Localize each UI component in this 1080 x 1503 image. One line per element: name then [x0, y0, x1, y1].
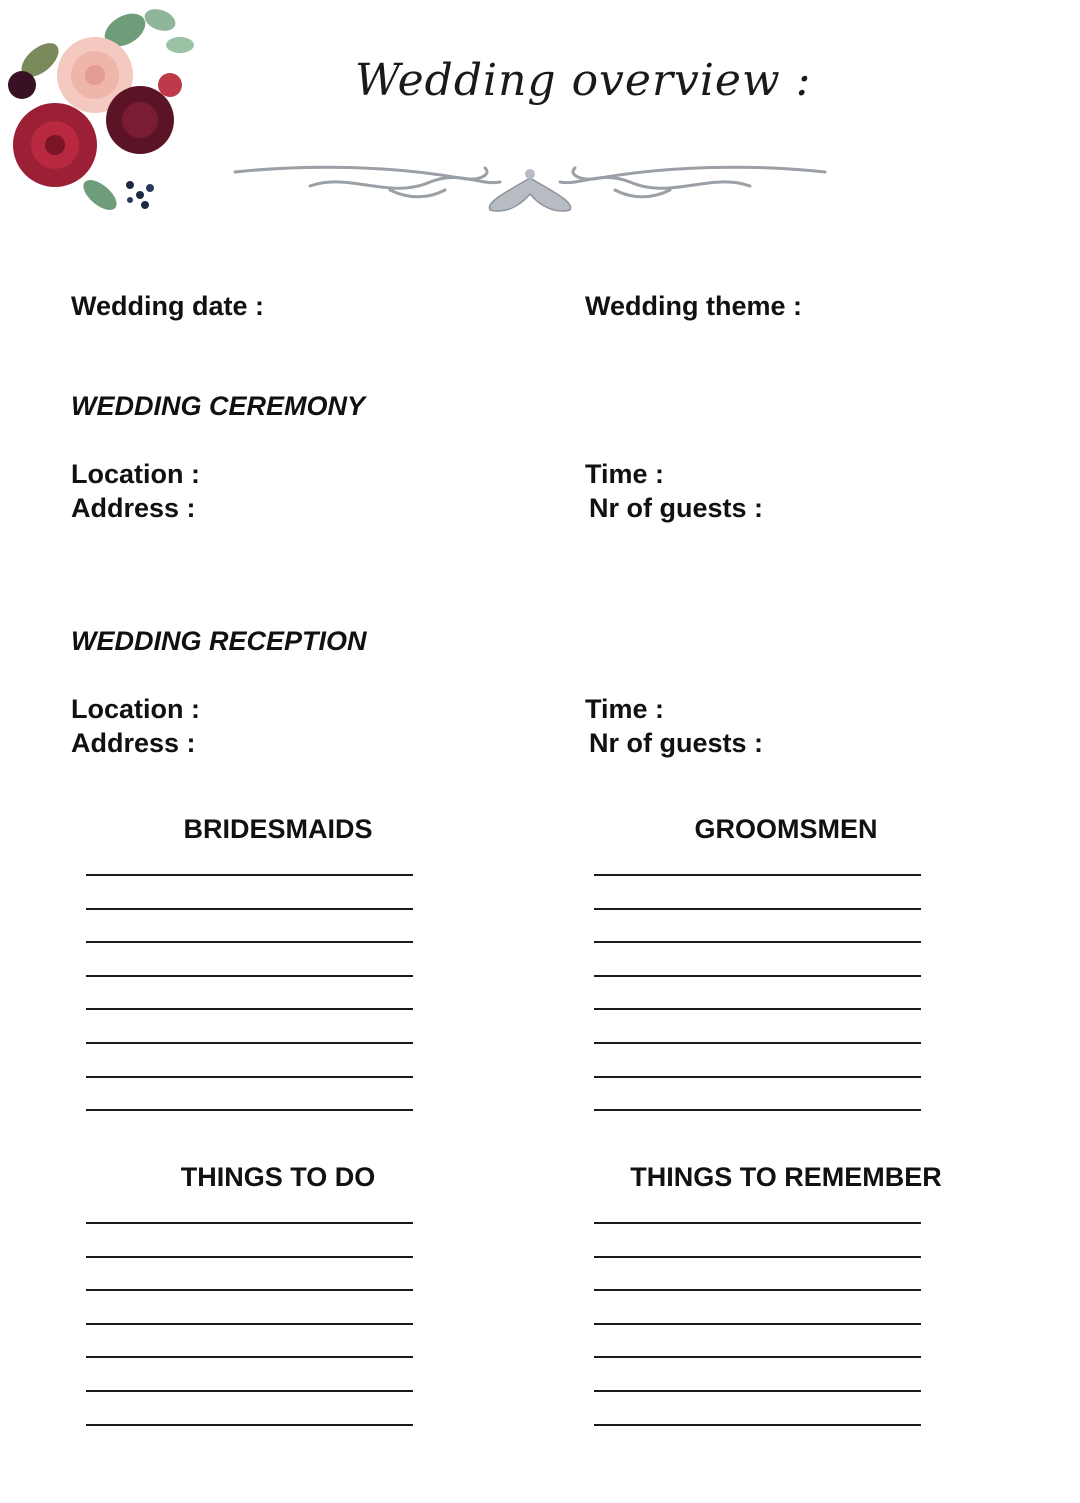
things-to-remember-heading: THINGS TO REMEMBER — [630, 1162, 942, 1192]
write-in-line[interactable] — [594, 1289, 921, 1291]
write-in-line[interactable] — [594, 975, 921, 977]
write-in-line[interactable] — [86, 941, 413, 943]
write-in-line[interactable] — [86, 1109, 413, 1111]
write-in-line[interactable] — [594, 1323, 921, 1325]
write-in-line[interactable] — [594, 1109, 921, 1111]
things-to-do-heading: THINGS TO DO — [180, 1162, 376, 1192]
write-in-line[interactable] — [594, 1076, 921, 1078]
ceremony-address-label: Address : — [71, 493, 196, 523]
ceremony-time-label: Time : — [585, 459, 665, 489]
reception-time-label: Time : — [585, 694, 665, 724]
ceremony-location-label: Location : — [71, 459, 200, 489]
write-in-line[interactable] — [86, 1222, 413, 1224]
write-in-line[interactable] — [594, 908, 921, 910]
write-in-line[interactable] — [594, 1256, 921, 1258]
write-in-line[interactable] — [594, 1390, 921, 1392]
write-in-line[interactable] — [86, 1356, 413, 1358]
write-in-line[interactable] — [86, 1008, 413, 1010]
page-title: Wedding overview : — [355, 55, 812, 106]
ornamental-divider — [230, 160, 830, 220]
reception-location-label: Location : — [71, 694, 200, 724]
write-in-line[interactable] — [86, 975, 413, 977]
write-in-line[interactable] — [86, 1390, 413, 1392]
write-in-line[interactable] — [594, 874, 921, 876]
write-in-line[interactable] — [86, 1042, 413, 1044]
reception-guests-label: Nr of guests : — [589, 728, 764, 758]
reception-address-label: Address : — [71, 728, 196, 758]
write-in-line[interactable] — [86, 1076, 413, 1078]
write-in-line[interactable] — [594, 941, 921, 943]
write-in-line[interactable] — [594, 1008, 921, 1010]
ceremony-heading: WEDDING CEREMONY — [71, 391, 366, 421]
write-in-line[interactable] — [594, 1424, 921, 1426]
wedding-date-label: Wedding date : — [71, 291, 264, 321]
wedding-theme-label: Wedding theme : — [585, 291, 803, 321]
write-in-line[interactable] — [86, 1256, 413, 1258]
write-in-line[interactable] — [594, 1356, 921, 1358]
write-in-line[interactable] — [86, 908, 413, 910]
bridesmaids-heading: BRIDESMAIDS — [183, 814, 373, 844]
groomsmen-heading: GROOMSMEN — [694, 814, 878, 844]
write-in-line[interactable] — [86, 1323, 413, 1325]
ceremony-guests-label: Nr of guests : — [589, 493, 764, 523]
write-in-line[interactable] — [86, 874, 413, 876]
reception-heading: WEDDING RECEPTION — [71, 626, 367, 656]
write-in-line[interactable] — [86, 1289, 413, 1291]
write-in-line[interactable] — [594, 1222, 921, 1224]
write-in-line[interactable] — [86, 1424, 413, 1426]
floral-bouquet-illustration — [0, 0, 210, 220]
write-in-line[interactable] — [594, 1042, 921, 1044]
